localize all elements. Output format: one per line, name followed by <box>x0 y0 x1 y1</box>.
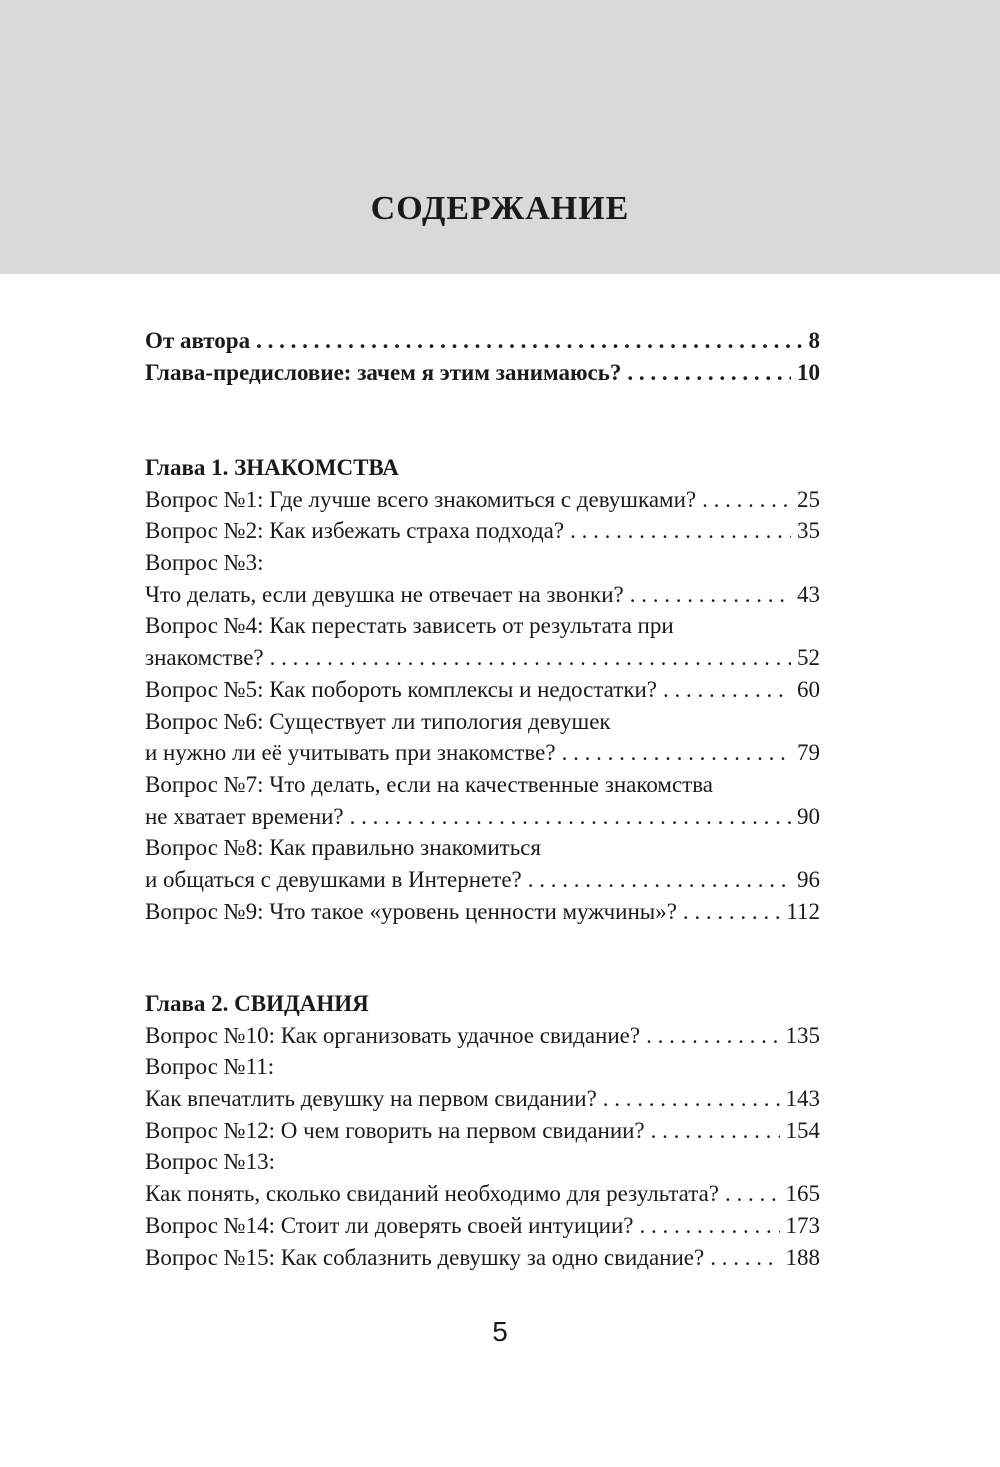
toc-entry-page: 112 <box>786 898 820 924</box>
toc-entry-text: Вопрос №14: Стоит ли доверять своей интуиции? <box>145 1212 634 1238</box>
dot-leader <box>683 896 780 928</box>
toc-entry-text: Вопрос №13: <box>145 1149 276 1175</box>
toc-entry-page: 143 <box>785 1086 820 1112</box>
toc-intro <box>145 325 820 388</box>
toc-entry-page: 25 <box>797 486 820 512</box>
dot-leader <box>702 484 791 516</box>
toc-entry-page: 43 <box>797 581 820 607</box>
toc-entry <box>145 484 820 516</box>
toc-entry <box>145 1210 820 1242</box>
header-band <box>0 0 1000 274</box>
toc-entry-text: и нужно ли её учитывать при знакомстве? <box>145 740 556 766</box>
dot-leader <box>603 1083 780 1115</box>
toc-chapter-2 <box>145 988 820 1273</box>
toc-entry <box>145 579 820 611</box>
toc-entry-text: Глава-предисловие: зачем я этим занимаюсь? <box>145 359 622 385</box>
toc-entry-text: Вопрос №6: Существует ли типология девушек <box>145 708 611 734</box>
toc-entry-text: Вопрос №15: Как соблазнить девушку за одно свидание? <box>145 1244 705 1270</box>
toc-entry-page: 154 <box>785 1117 820 1143</box>
chapter-heading: Глава 1. ЗНАКОМСТВА <box>145 455 399 480</box>
toc-entry-text: Вопрос №11: <box>145 1054 275 1080</box>
toc-entry <box>145 1178 820 1210</box>
toc-entry <box>145 1242 820 1274</box>
toc-entry <box>145 642 820 674</box>
toc-entry <box>145 610 820 642</box>
toc-entry-page: 35 <box>797 518 820 544</box>
page-number: 5 <box>492 1316 508 1347</box>
toc-entry-text: знакомстве? <box>145 645 264 671</box>
toc-entry-text: Вопрос №10: Как организовать удачное свидание? <box>145 1022 641 1048</box>
dot-leader <box>646 1020 779 1052</box>
toc-entry-text: Что делать, если девушка не отвечает на звонки? <box>145 581 624 607</box>
dot-leader <box>256 325 802 357</box>
toc-entry <box>145 706 820 738</box>
dot-leader <box>630 579 791 611</box>
toc-entry <box>145 1115 820 1147</box>
toc-entry <box>145 1051 820 1083</box>
toc-entry <box>145 1146 820 1178</box>
dot-leader <box>562 737 791 769</box>
toc-entry <box>145 1020 820 1052</box>
dot-leader <box>570 515 791 547</box>
toc-entry-text: Вопрос №8: Как правильно знакомиться <box>145 835 542 861</box>
toc-entry-text: Вопрос №2: Как избежать страха подхода? <box>145 518 565 544</box>
toc-entry <box>145 737 820 769</box>
toc-entry-page: 135 <box>785 1022 820 1048</box>
toc-entry <box>145 357 820 389</box>
dot-leader <box>651 1115 780 1147</box>
toc-entry-page: 165 <box>785 1181 820 1207</box>
toc-entry-text: Вопрос №7: Что делать, если на качественные знакомства <box>145 771 713 797</box>
toc-chapter-1 <box>145 452 820 927</box>
toc-entry-page: 10 <box>797 359 820 385</box>
toc-entry <box>145 769 820 801</box>
toc-entry-text: Вопрос №1: Где лучше всего знакомиться с девушками? <box>145 486 697 512</box>
toc-entry <box>145 1083 820 1115</box>
dot-leader <box>725 1178 779 1210</box>
toc-entry-page: 52 <box>797 645 820 671</box>
toc-entry-page: 79 <box>797 740 820 766</box>
toc-entry <box>145 515 820 547</box>
dot-leader <box>270 642 791 674</box>
page-title: СОДЕРЖАНИЕ <box>370 190 630 227</box>
toc-entry-text: Вопрос №12: О чем говорить на первом свидании? <box>145 1117 645 1143</box>
dot-leader <box>350 801 791 833</box>
dot-leader <box>639 1210 779 1242</box>
toc-entry-page: 96 <box>797 866 820 892</box>
toc-entry-page: 8 <box>808 328 820 353</box>
dot-leader <box>710 1242 779 1274</box>
toc-entry <box>145 832 820 864</box>
toc-entry-text: Вопрос №4: Как перестать зависеть от результата при <box>145 613 674 639</box>
toc-entry <box>145 801 820 833</box>
toc-entry <box>145 896 820 928</box>
toc-entry-page: 90 <box>797 803 820 829</box>
toc-entry-text: Как впечатлить девушку на первом свидании? <box>145 1086 597 1112</box>
toc-entry-page: 60 <box>797 676 820 702</box>
toc-entry-text: Вопрос №3: <box>145 550 264 576</box>
dot-leader <box>627 357 791 389</box>
toc-entry-text: От автора <box>145 328 251 353</box>
toc-entry <box>145 547 820 579</box>
dot-leader <box>663 674 791 706</box>
toc-entry <box>145 674 820 706</box>
toc-entry-text: Вопрос №9: Что такое «уровень ценности мужчины»? <box>145 898 677 924</box>
toc-entry-text: не хватает времени? <box>145 803 344 829</box>
toc-entry-text: и общаться с девушками в Интернете? <box>145 866 522 892</box>
toc-entry-page: 188 <box>785 1244 820 1270</box>
toc-entry <box>145 325 820 357</box>
toc-entry <box>145 864 820 896</box>
toc-entry-text: Вопрос №5: Как побороть комплексы и недостатки? <box>145 676 658 702</box>
dot-leader <box>528 864 791 896</box>
chapter-heading: Глава 2. СВИДАНИЯ <box>145 991 369 1016</box>
toc-entry-text: Как понять, сколько свиданий необходимо для результата? <box>145 1181 720 1207</box>
toc-entry-page: 173 <box>785 1212 820 1238</box>
